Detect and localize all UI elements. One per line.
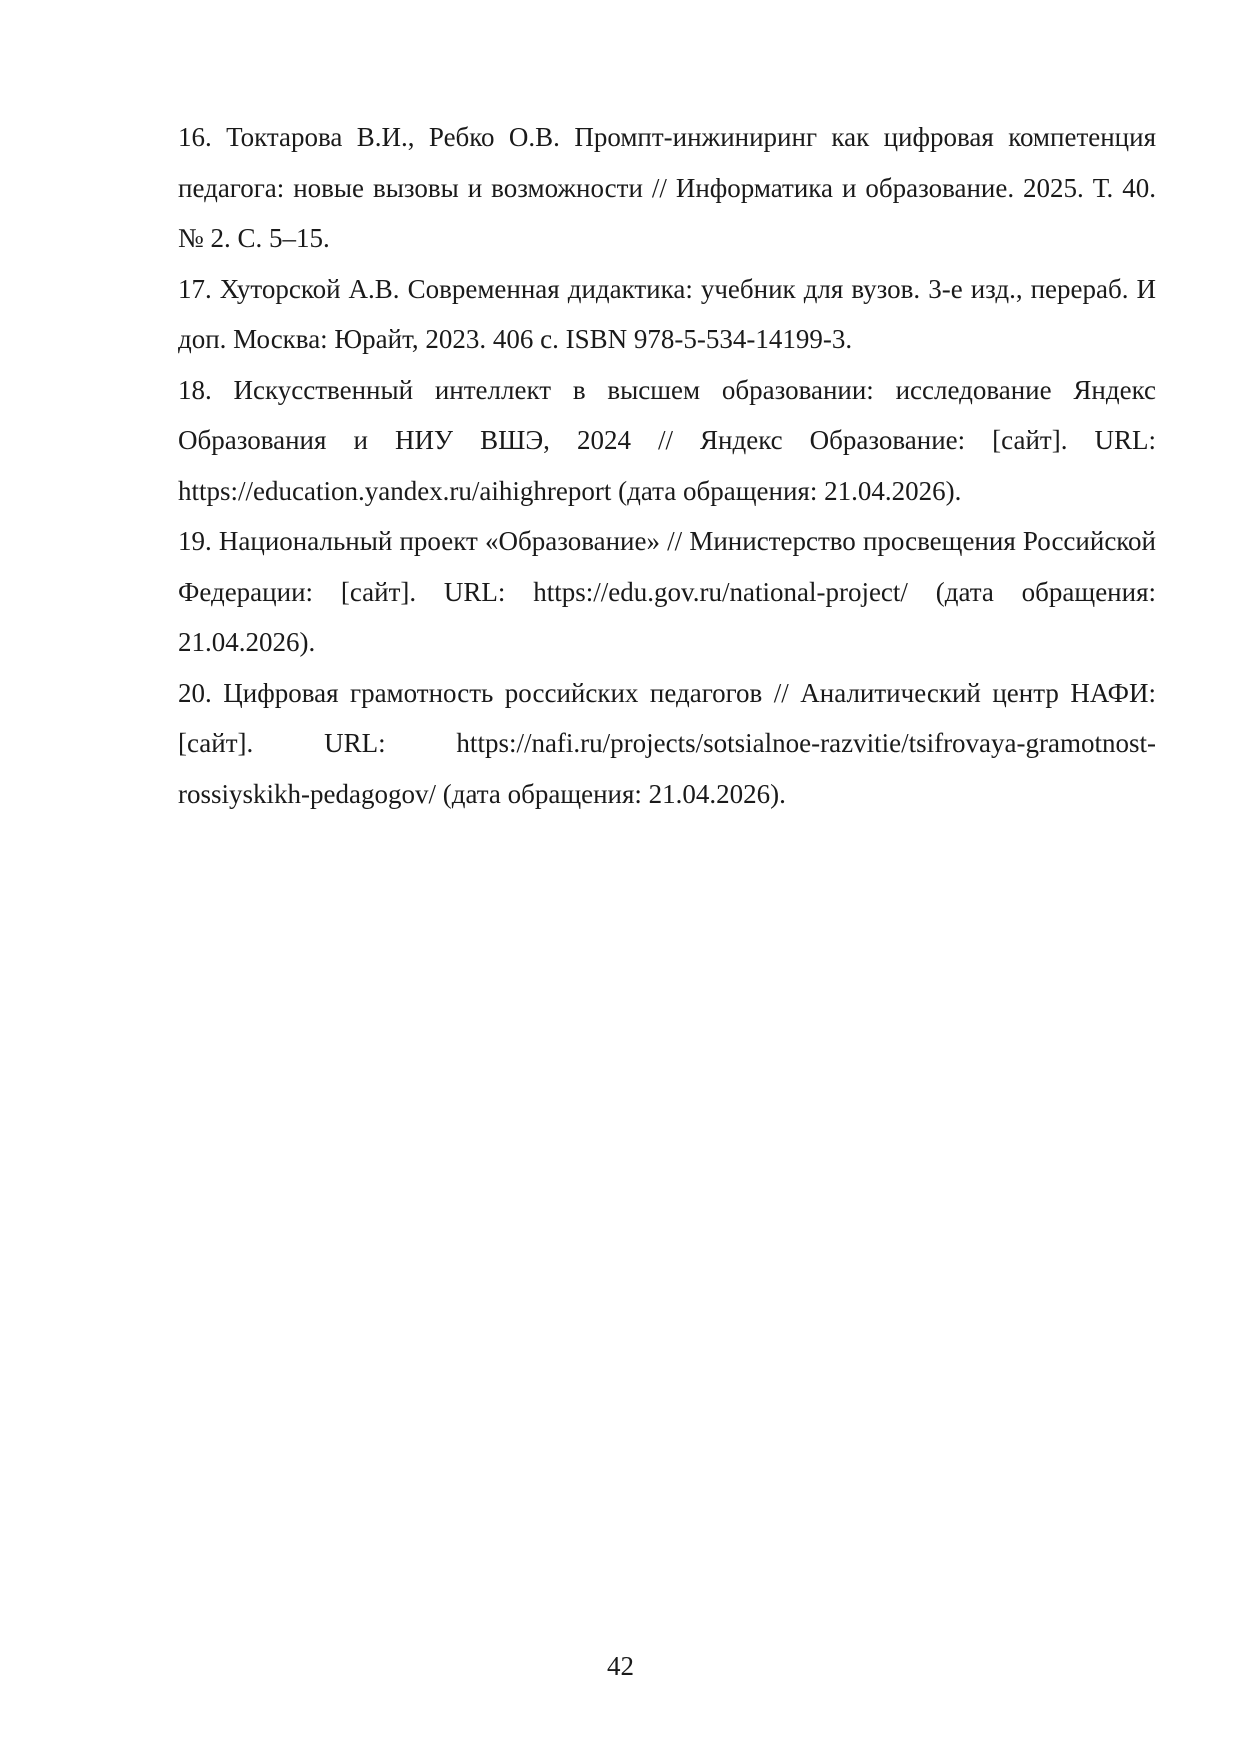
reference-item-19: 19. Национальный проект «Образование» // Министерство просвещения Российской Федерации: [сайт]. URL: https://edu.gov.ru/national-project/ (дата обращения: 21.04.2026). [178,526,1156,657]
reference-item-16: 16. Токтарова В.И., Ребко О.В. Промпт-инжиниринг как цифровая компетенция педагога: новые вызовы и возможности // Информатика и образование. 2025. Т. 40. № 2. С. 5–15. [178,122,1156,253]
reference-item-17: 17. Хуторской А.В. Современная дидактика: учебник для вузов. 3-е изд., перераб. И доп. Москва: Юрайт, 2023. 406 с. ISBN 978-5-534-14199-3. [178,273,1156,354]
reference-item-18: 18. Искусственный интеллект в высшем образовании: исследование Яндекс Образования и НИУ ВШЭ, 2024 // Яндекс Образование: [сайт]. URL: https://education.yandex.ru/aihighreport (дата обращения: 21.04.2026). [178,374,1156,506]
reference-list [178,112,1156,819]
page-number: 42 [607,1651,634,1681]
reference-item-20: 20. Цифровая грамотность российских педагогов // Аналитический центр НАФИ: [сайт]. URL: https://nafi.ru/projects/sotsialnoe-razvitie/tsifrovaya-gramotnost-rossiyskikh-pedagogov/ (дата обращения: 21.04.2026). [178,677,1156,809]
